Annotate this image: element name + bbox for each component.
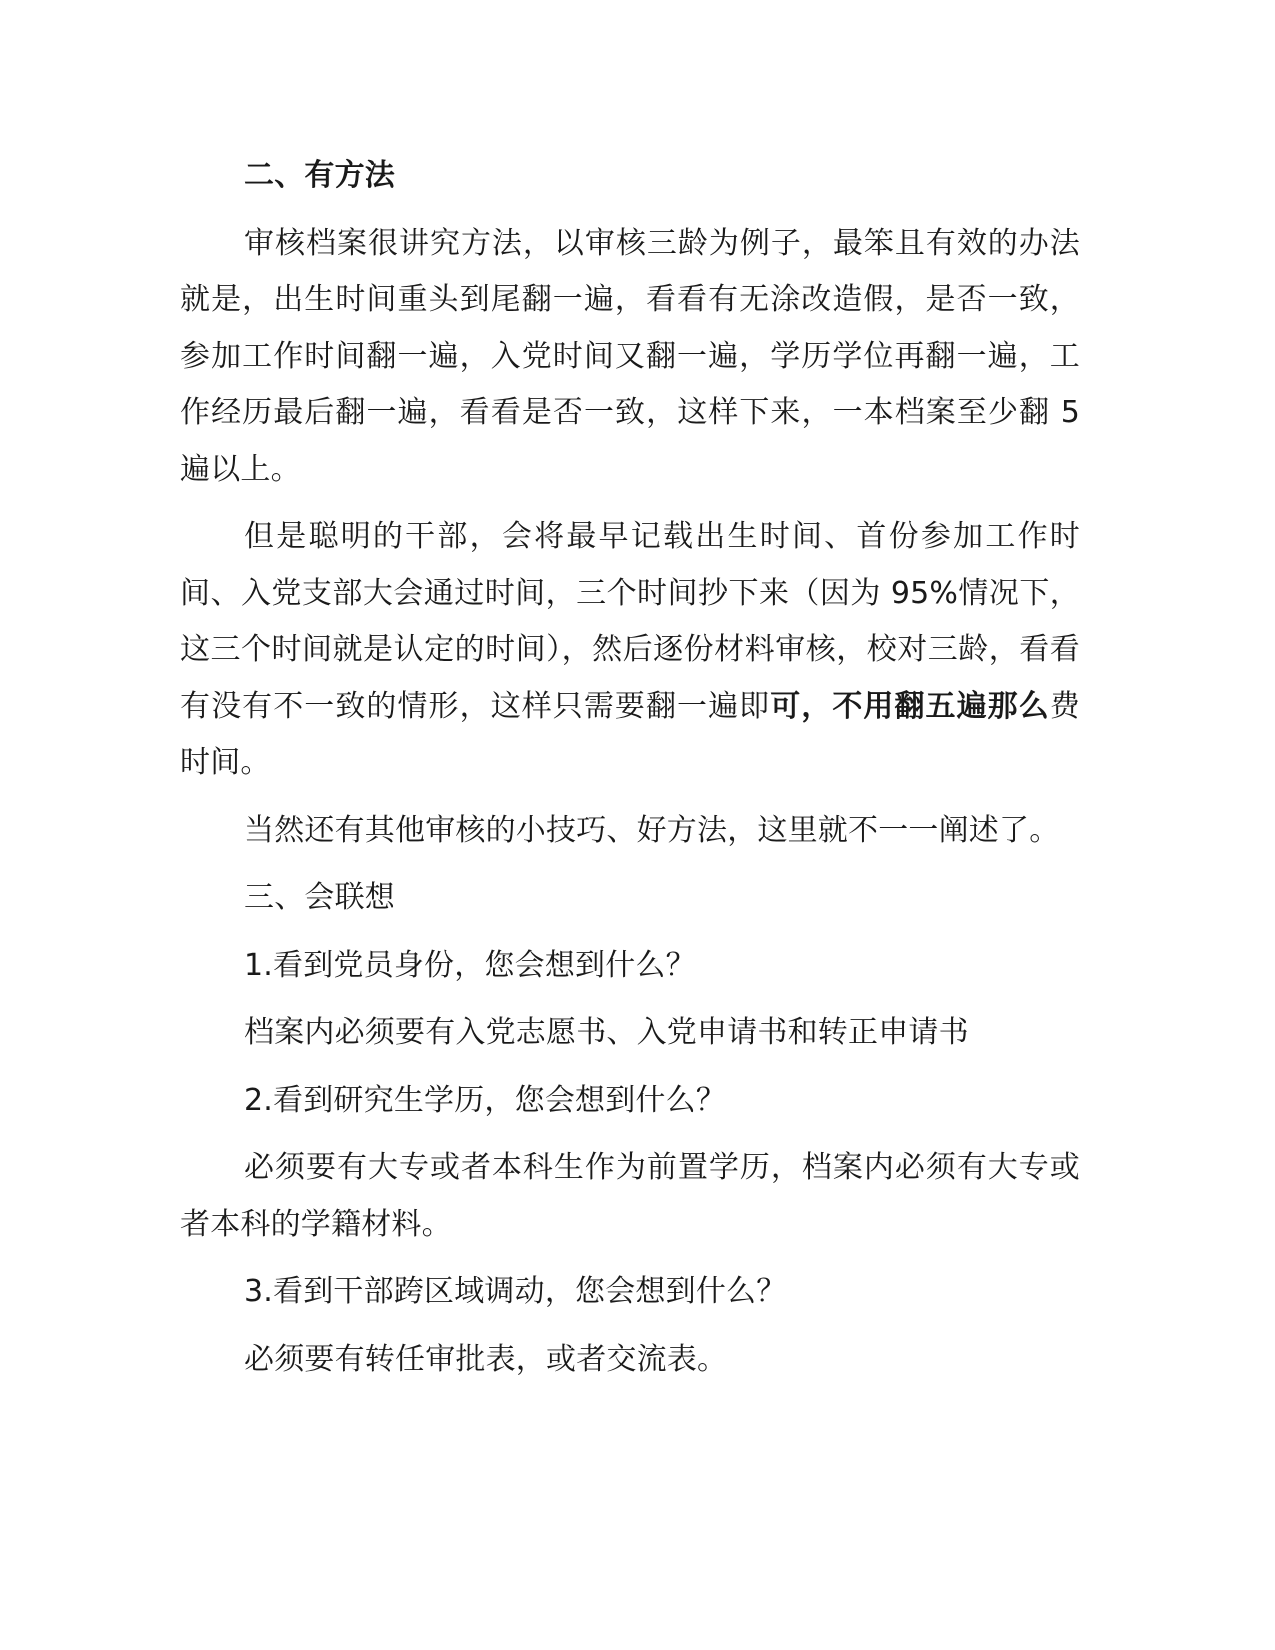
- answer-2: 必须要有大专或者本科生作为前置学历，档案内必须有大专或者本科的学籍材料。: [180, 1150, 1080, 1242]
- answer-3: 必须要有转任审批表，或者交流表。: [244, 1341, 728, 1377]
- paragraph-audit-method: 审核档案很讲究方法，以审核三龄为例子，最笨且有效的办法就是，出生时间重头到尾翻一遍，看看有无涂改造假，是否一致，参加工作时间翻一遍，入党时间又翻一遍，学历学位再翻一遍，工作经历最后翻一遍，看看是否一致，这样下来，一本档案至少翻 5 遍以上。: [180, 225, 1080, 487]
- paragraph-smart-method-tail: 费时间。: [180, 688, 1080, 780]
- document-page: [180, 148, 1080, 1399]
- question-2: 2.看到研究生学历，您会想到什么？: [244, 1082, 727, 1118]
- paragraph-smart-method-main: 但是聪明的干部，会将最早记载出生时间、首份参加工作时间、入党支部大会通过时间，三个时间抄下来（因为 95%情况下，这三个时间就是认定的时间），然后逐份材料审核，校对三龄，看看有没有不一致的情形，这样只需要翻一遍即: [180, 519, 1080, 724]
- section-heading-association: 三、会联想: [244, 880, 395, 915]
- question-1: 1.看到党员身份，您会想到什么？: [244, 947, 696, 983]
- paragraph-smart-method-bold: 可，不用翻五遍那么: [770, 688, 1050, 724]
- question-3: 3.看到干部跨区域调动，您会想到什么？: [244, 1274, 787, 1309]
- section-heading-methods: 二、有方法: [244, 158, 395, 193]
- paragraph-smart-method: [180, 509, 1080, 792]
- answer-1: 档案内必须要有入党志愿书、入党申请书和转正申请书: [244, 1015, 969, 1050]
- paragraph-other-tips: 当然还有其他审核的小技巧、好方法，这里就不一一阐述了。: [244, 812, 1060, 848]
